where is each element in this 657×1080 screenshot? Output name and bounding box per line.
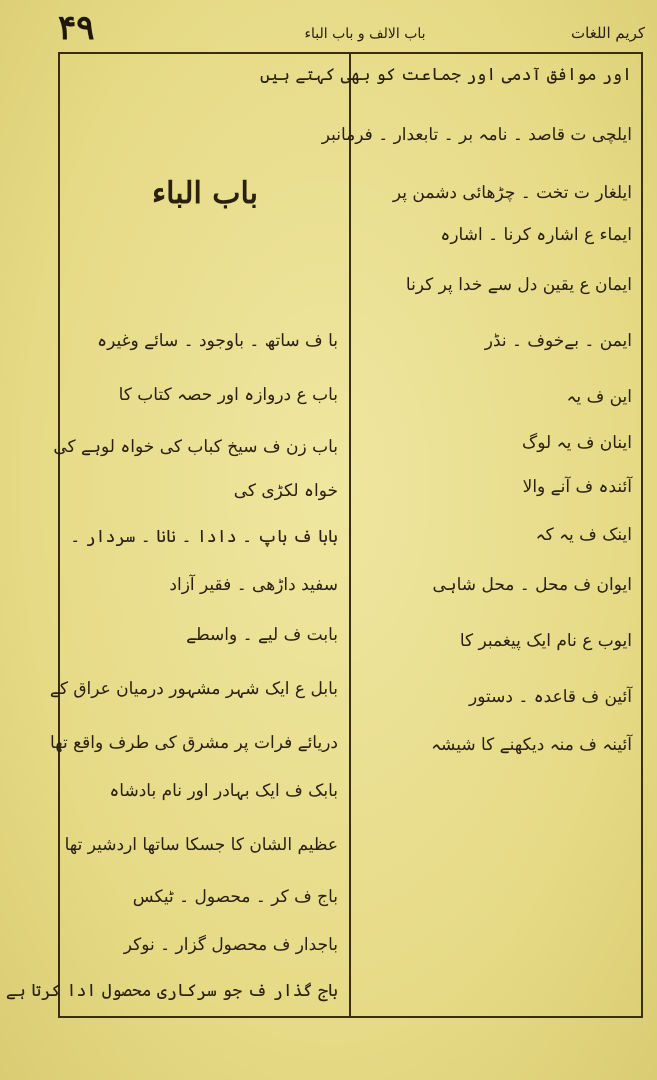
dictionary-entry: این ف یہ — [566, 387, 632, 407]
dictionary-entry: اینان ف یہ لوگ — [522, 433, 632, 453]
dictionary-entry-continuation: دریائے فرات پر مشرق کی طرف واقع تھا — [49, 733, 338, 753]
section-title: باب الباء — [152, 176, 258, 211]
left-column — [5, 60, 344, 1010]
dictionary-entry: بابل ع ایک شہر مشہور درمیان عراق کے — [49, 679, 338, 699]
dictionary-entry: باج ف کر ۔ محصول ۔ ٹیکس — [132, 887, 338, 907]
running-header-title: باب الالف و باب الباء — [304, 26, 426, 42]
dictionary-entry: ایوان ف محل ۔ محل شاہی — [432, 575, 632, 595]
dictionary-entry: ایلچی ت قاصد ۔ نامہ بر ۔ تابعدار ۔ فرمانبر — [321, 125, 632, 145]
dictionary-entry: با ف ساتھ ۔ باوجود ۔ سائے وغیرہ — [97, 331, 338, 351]
dictionary-entry: ایمن ۔ بےخوف ۔ نڈر — [484, 331, 632, 351]
dictionary-entry: باجدار ف محصول گزار ۔ نوکر — [123, 935, 338, 955]
dictionary-entry: بابا ف باپ ۔ دادا ۔ نانا ۔ سردار ۔ — [70, 527, 338, 547]
dictionary-entry: آئندہ ف آنے والا — [522, 477, 632, 497]
dictionary-entry: ایمان ع یقین دل سے خدا پر کرنا — [405, 275, 632, 295]
dictionary-entry: بابت ف لیے ۔ واسطے — [186, 625, 338, 645]
dictionary-entry: باج گذار ف جو سرکاری محصول ادا کرتا ہے — [5, 981, 338, 1001]
dictionary-entry: آئین ف قاعدہ ۔ دستور — [469, 687, 632, 707]
dictionary-entry-continuation: عظیم الشان کا جسکا ساتھا اردشیر تھا — [64, 835, 338, 855]
dictionary-entry: اینک ف یہ کہ — [535, 525, 632, 545]
dictionary-entry-continuation: خواہ لکڑی کی — [233, 481, 338, 501]
dictionary-entry: بابک ف ایک بہادر اور نام بادشاہ — [109, 781, 338, 801]
book-title: کریم اللغات — [571, 24, 645, 42]
column-divider — [349, 54, 351, 1016]
dictionary-entry: باب زن ف سیخ کباب کی خواہ لوہے کی — [53, 437, 338, 457]
dictionary-entry-continuation: سفید داڑھی ۔ فقیر آزاد — [169, 575, 338, 595]
dictionary-entry: باب ع دروازہ اور حصہ کتاب کا — [118, 385, 338, 405]
dictionary-entry: ایماء ع اشارہ کرنا ۔ اشارہ — [440, 225, 632, 245]
dictionary-entry: ایوب ع نام ایک پیغمبر کا — [459, 631, 632, 651]
page-number: ۴۹ — [58, 8, 95, 48]
dictionary-entry: آئینہ ف منہ دیکھنے کا شیشہ — [431, 735, 632, 755]
dictionary-entry: اور موافق آدمی اور جماعت کو بھی کہتے ہیں — [260, 65, 632, 85]
dictionary-entry: ایلغار ت تخت ۔ چڑھائی دشمن پر — [392, 183, 632, 203]
